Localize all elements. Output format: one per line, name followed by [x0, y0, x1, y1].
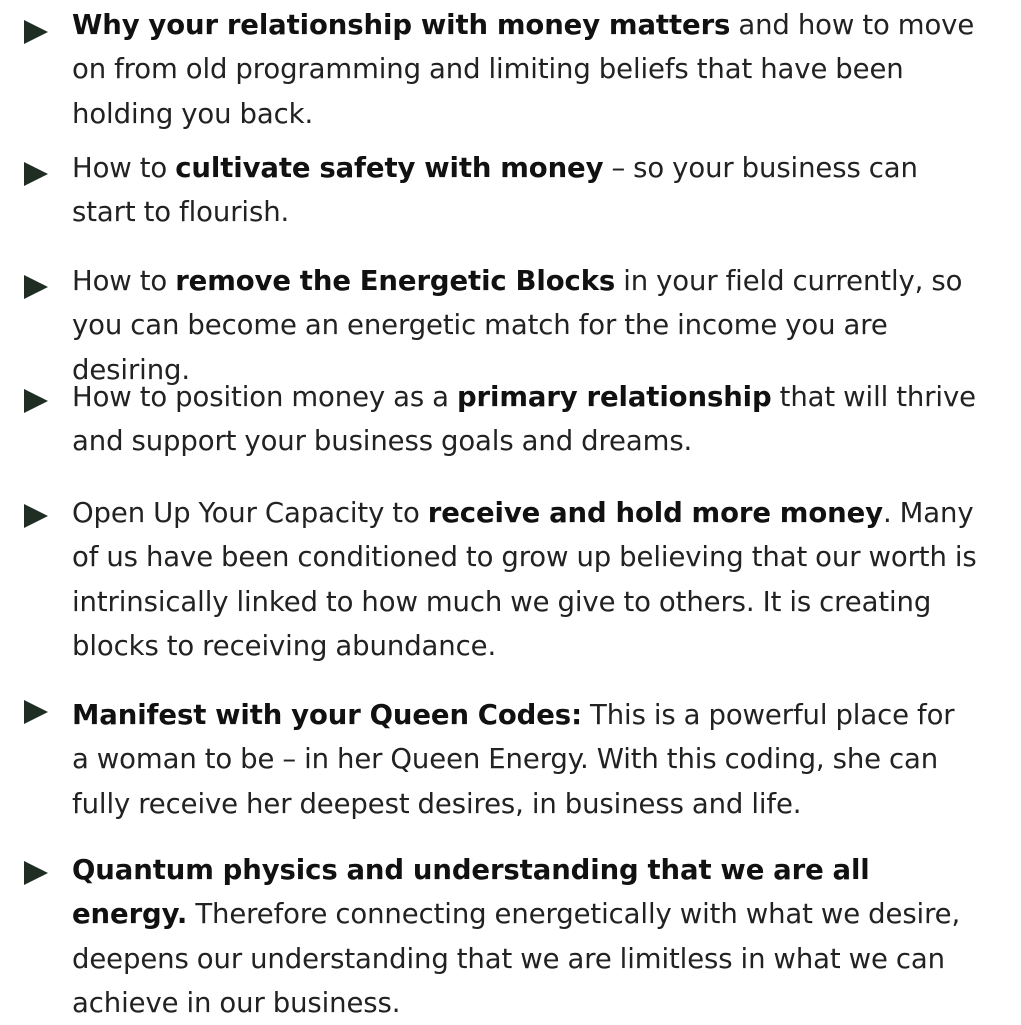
triangle-arrow-icon	[24, 861, 48, 885]
triangle-arrow-icon	[24, 700, 48, 724]
body-text: Open Up Your Capacity to	[72, 497, 428, 529]
list-item-text	[72, 259, 977, 392]
triangle-arrow-icon	[24, 275, 48, 299]
emphasis-text: cultivate safety with money	[175, 152, 604, 184]
emphasis-text: primary relationship	[456, 381, 772, 413]
emphasis-text: Why your relationship with money matters	[72, 9, 731, 41]
body-text: – so your business can start to flourish.	[72, 152, 918, 229]
list-item-text	[72, 3, 977, 136]
emphasis-text: Quantum physics and understanding that we are all energy.	[72, 854, 870, 931]
triangle-arrow-icon	[24, 504, 48, 528]
body-text: . Many of us have been conditioned to grow up believing that our worth is intrinsically linked to how much we give to others. It is creating blocks to receiving abundance.	[72, 497, 977, 662]
body-text: How to	[72, 152, 176, 184]
triangle-arrow-icon	[24, 162, 48, 186]
body-text: that will thrive and support your business goals and dreams.	[72, 381, 976, 458]
body-text: Therefore connecting energetically with what we desire, deepens our understanding that we are limitless in what we can achieve in our business.	[72, 898, 961, 1019]
body-text: and how to move on from old programming and limiting beliefs that have been holding you back.	[72, 9, 975, 130]
list-item-text	[72, 491, 977, 668]
emphasis-text: remove the Energetic Blocks	[175, 265, 616, 297]
emphasis-text: Manifest with your Queen Codes:	[72, 699, 582, 731]
list-item-text	[72, 693, 977, 826]
triangle-arrow-icon	[24, 389, 48, 413]
body-text: How to	[72, 265, 176, 297]
body-text: This is a powerful place for a woman to be – in her Queen Energy. With this coding, she can fully receive her deepest desires, in business and life.	[72, 699, 955, 820]
triangle-arrow-icon	[24, 20, 48, 44]
body-text: How to position money as a	[72, 381, 457, 413]
list-item-text	[72, 848, 977, 1025]
emphasis-text: receive and hold more money	[427, 497, 883, 529]
list-item-text	[72, 375, 977, 464]
body-text: in your field currently, so you can become an energetic match for the income you are desiring.	[72, 265, 963, 386]
list-item-text	[72, 146, 977, 235]
